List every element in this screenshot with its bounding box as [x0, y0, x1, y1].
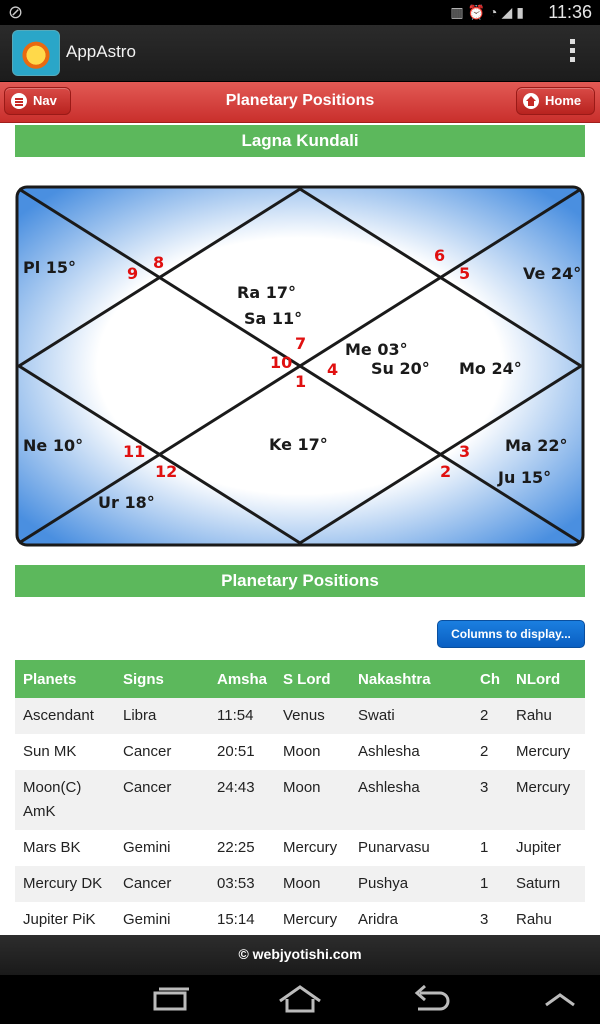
table-cell: Saturn — [508, 866, 585, 902]
planet-positions-table — [15, 660, 585, 938]
app-title: AppAstro — [66, 42, 136, 61]
home-button[interactable] — [516, 87, 595, 115]
house-number: 8 — [153, 253, 165, 272]
clock: 11:36 — [548, 2, 592, 22]
column-header-signs[interactable]: Signs — [115, 660, 209, 698]
planet-label: Ma 22° — [505, 436, 568, 455]
table-row — [15, 698, 585, 734]
usb-debug-icon: ⊘ — [8, 2, 24, 22]
planet-label: Sa 11° — [244, 309, 303, 328]
table-cell: 24:43 — [209, 770, 275, 830]
table-cell: Moon — [275, 770, 350, 830]
table-cell: Jupiter PiK — [23, 911, 96, 928]
house-number: 7 — [295, 334, 307, 353]
overflow-menu-icon[interactable] — [568, 39, 576, 67]
house-number: 2 — [440, 462, 452, 481]
table-cell: Moon(C) AmK — [15, 770, 115, 830]
recent-apps-icon[interactable] — [141, 975, 201, 1024]
signal-icon: ◢ — [501, 4, 517, 20]
page-header — [0, 82, 600, 123]
table-row — [15, 770, 585, 830]
status-icons — [450, 4, 528, 21]
kundali-chart — [15, 185, 585, 547]
table-cell: 2 — [472, 698, 508, 734]
house-number: 1 — [295, 372, 307, 391]
battery-icon: ▮ — [516, 4, 528, 20]
column-header-nakashtra[interactable]: Nakashtra — [350, 660, 472, 698]
app-logo-icon[interactable] — [12, 30, 60, 76]
table-cell: 3 — [472, 770, 508, 830]
planet-label: Mo 24° — [459, 359, 522, 378]
table-cell: Ashlesha — [350, 770, 472, 830]
planet-label: Ve 24° — [523, 264, 582, 283]
column-header-amsha[interactable]: Amsha — [209, 660, 275, 698]
vibrate-icon: ▥ — [450, 4, 468, 20]
planet-label: Ne 10° — [23, 436, 84, 455]
house-number: 3 — [459, 442, 471, 461]
table-cell: 22:25 — [217, 839, 255, 856]
table-cell: Swati — [350, 698, 472, 734]
table-cell: 11:54 — [209, 698, 275, 734]
table-row — [15, 734, 585, 770]
table-cell: Jupiter — [516, 839, 562, 856]
table-cell: Aridra — [358, 911, 399, 928]
table-cell: Ascendant — [15, 698, 115, 734]
planet-label: Ur 18° — [98, 493, 155, 512]
action-bar — [0, 25, 600, 82]
table-cell: Venus — [275, 698, 350, 734]
table-cell: Mercury — [508, 770, 585, 830]
house-number: 4 — [327, 360, 339, 379]
table-cell: Gemini — [123, 839, 171, 856]
table-cell: 03:53 — [209, 866, 275, 902]
table-cell: Sun MK — [23, 743, 77, 760]
table-cell: Mercury — [283, 839, 338, 856]
system-nav-bar — [0, 975, 600, 1024]
nav-button-label: Nav — [33, 93, 57, 108]
house-number: 12 — [155, 462, 178, 481]
back-icon[interactable] — [400, 975, 460, 1024]
page-title: Planetary Positions — [225, 92, 375, 109]
table-cell: 3 — [480, 911, 489, 928]
table-cell: Moon — [275, 866, 350, 902]
table-cell: Moon — [283, 743, 321, 760]
column-header-nlord[interactable]: NLord — [508, 660, 585, 698]
table-cell: Mars BK — [23, 839, 81, 856]
alarm-icon: ⏰ — [467, 4, 490, 20]
home-button-label: Home — [545, 93, 582, 108]
house-number: 5 — [459, 264, 471, 283]
house-number: 10 — [270, 353, 293, 372]
footer-copyright[interactable]: © webjyotishi.com — [238, 946, 362, 962]
table-cell: Mercury — [516, 743, 571, 760]
table-cell: Cancer — [115, 866, 209, 902]
table-cell: Ashlesha — [358, 743, 420, 760]
table-row — [15, 902, 585, 938]
table-cell: 1 — [480, 839, 489, 856]
columns-to-display-button[interactable]: Columns to display... — [437, 620, 585, 648]
status-bar — [0, 0, 600, 25]
table-cell: Mercury DK — [15, 866, 115, 902]
house-number: 9 — [127, 264, 139, 283]
chevron-up-icon[interactable] — [530, 975, 590, 1024]
table-row — [15, 866, 585, 902]
table-cell: Libra — [115, 698, 209, 734]
table-cell: 2 — [480, 743, 489, 760]
planet-label: Ra 17° — [237, 283, 296, 302]
positions-section-title: Planetary Positions — [15, 565, 585, 597]
table-cell: Rahu — [516, 911, 552, 928]
table-cell: 15:14 — [217, 911, 255, 928]
table-row — [15, 830, 585, 866]
planet-label: Ke 17° — [269, 435, 328, 454]
table-cell: Rahu — [508, 698, 585, 734]
table-cell: Mercury — [283, 911, 338, 928]
table-cell: 20:51 — [217, 743, 255, 760]
table-cell: Pushya — [350, 866, 472, 902]
table-cell: 1 — [472, 866, 508, 902]
house-number: 6 — [434, 246, 446, 265]
kundali-section-title: Lagna Kundali — [15, 125, 585, 157]
footer — [0, 935, 600, 975]
column-header-s-lord[interactable]: S Lord — [275, 660, 350, 698]
column-header-ch[interactable]: Ch — [472, 660, 508, 698]
column-header-planets[interactable]: Planets — [15, 660, 115, 698]
table-header-row — [15, 660, 585, 698]
planet-label: Su 20° — [371, 359, 430, 378]
table-cell: Gemini — [123, 911, 171, 928]
table-cell: Cancer — [115, 770, 209, 830]
house-number: 11 — [123, 442, 146, 461]
planet-label: Ju 15° — [498, 468, 552, 487]
table-cell: Cancer — [123, 743, 172, 760]
planet-label: Me 03° — [345, 340, 408, 359]
table-cell: Punarvasu — [358, 839, 430, 856]
planet-label: Pl 15° — [23, 258, 77, 277]
home-icon — [523, 93, 539, 109]
home-nav-icon[interactable] — [270, 975, 330, 1024]
wifi-icon: ◔ — [489, 4, 502, 20]
